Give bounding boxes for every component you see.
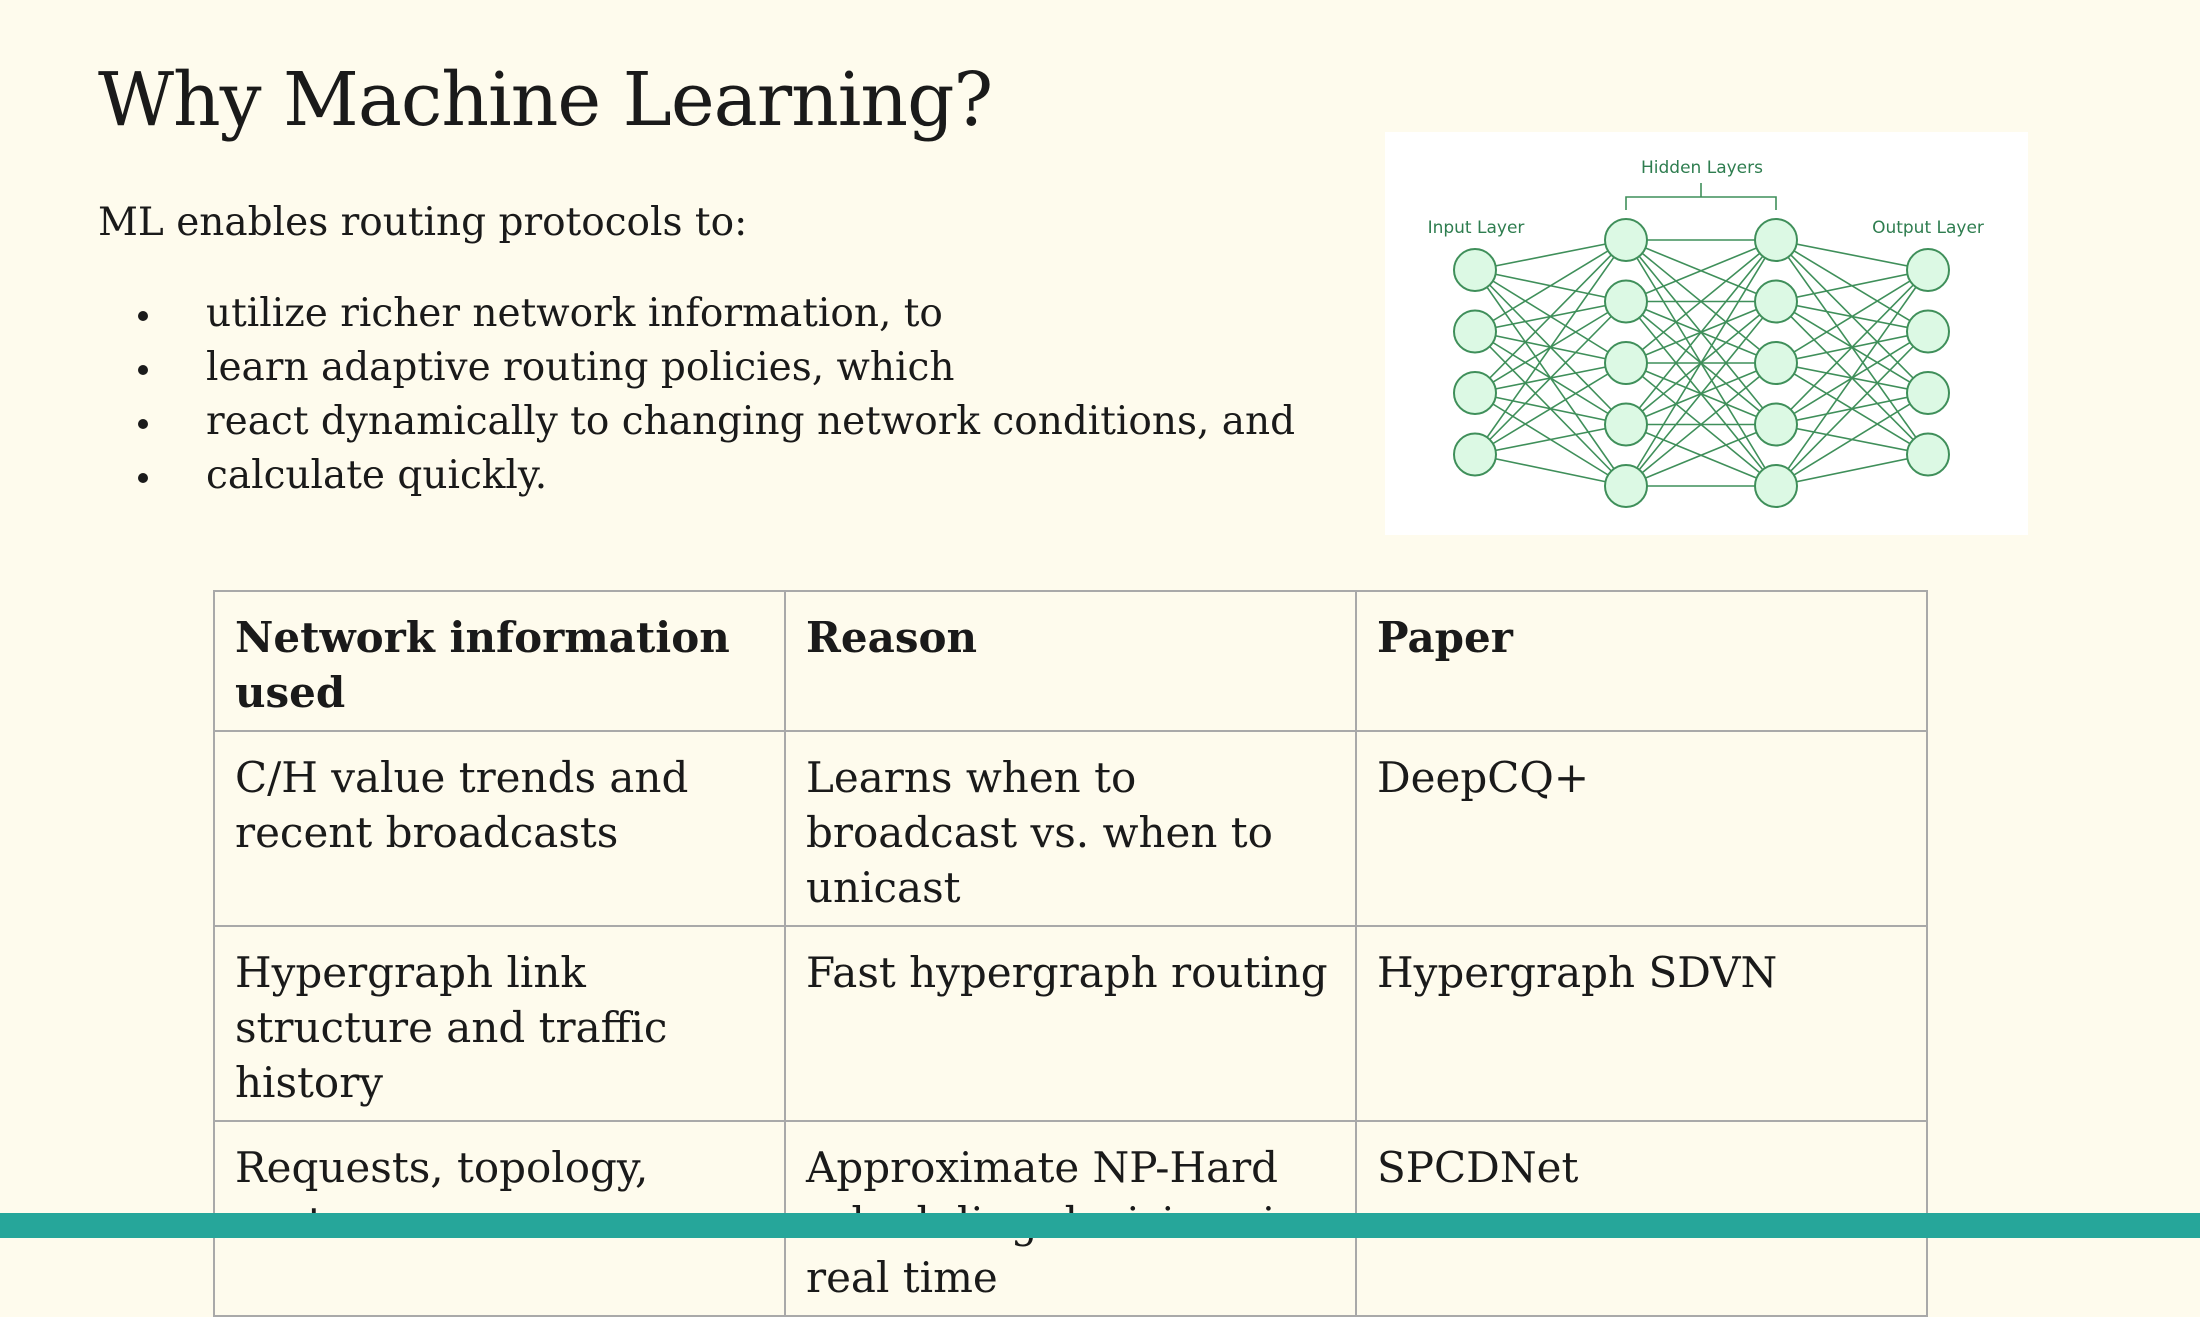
- table-cell: Approximate NP-Hard real time: [785, 1121, 1356, 1316]
- bottom-accent-bar: [0, 1213, 2200, 1238]
- nn-node: [1454, 372, 1496, 414]
- nn-node: [1605, 404, 1647, 446]
- nn-node: [1605, 342, 1647, 384]
- nn-node: [1454, 249, 1496, 291]
- input-layer-label: Input Layer: [1427, 218, 1525, 238]
- nn-edge: [1776, 270, 1928, 425]
- nn-node: [1907, 434, 1949, 476]
- nn-node: [1605, 219, 1647, 261]
- nn-node: [1755, 404, 1797, 446]
- table-cell: Hypergraph link structure and traffic history: [214, 926, 785, 1121]
- nn-node: [1454, 434, 1496, 476]
- nn-node: [1605, 281, 1647, 323]
- nn-edge: [1475, 302, 1626, 455]
- nn-edge: [1475, 240, 1626, 455]
- bullet-item: [98, 341, 1295, 395]
- nn-edge: [1475, 240, 1626, 332]
- info-table: [213, 590, 1928, 1317]
- table-header-row: [214, 591, 1927, 731]
- bullet-list: [98, 287, 1295, 503]
- slide-title: Why Machine Learning?: [98, 57, 993, 143]
- nn-node: [1755, 465, 1797, 507]
- nn-edge: [1475, 240, 1626, 270]
- nn-edge: [1776, 270, 1928, 486]
- table-cell: Hypergraph SDVN: [1356, 926, 1927, 1121]
- table-row: [214, 731, 1927, 926]
- header-paper: Paper: [1356, 591, 1927, 731]
- nn-edge: [1776, 455, 1928, 487]
- table-cell: Requests, topology,: [214, 1121, 785, 1316]
- header-network-info: Network information used: [214, 591, 785, 731]
- bullet-item: [98, 395, 1295, 449]
- nn-node: [1454, 311, 1496, 353]
- output-layer-label: Output Layer: [1872, 218, 1984, 238]
- nn-node: [1907, 249, 1949, 291]
- nn-edge: [1776, 332, 1928, 487]
- table-cell: Learns when to broadcast vs. when to unicast: [785, 731, 1356, 926]
- bullet-dot-icon: [138, 311, 148, 321]
- nn-edge: [1776, 270, 1928, 302]
- nn-edge: [1776, 240, 1928, 270]
- bullet-text: learn adaptive routing policies, which: [206, 345, 955, 390]
- bullet-text: calculate quickly.: [206, 453, 548, 498]
- table-cell: SPCDNet: [1356, 1121, 1927, 1316]
- bullet-dot-icon: [138, 365, 148, 375]
- nn-edge: [1475, 240, 1626, 393]
- nn-node: [1755, 219, 1797, 261]
- hidden-layers-label: Hidden Layers: [1641, 158, 1763, 178]
- nn-edge: [1475, 455, 1626, 487]
- table-row: [214, 926, 1927, 1121]
- bullet-text: utilize richer network information, to: [206, 291, 943, 336]
- neural-network-diagram: [1385, 132, 2028, 535]
- bullet-dot-icon: [138, 419, 148, 429]
- bullet-item: [98, 287, 1295, 341]
- hidden-layers-bracket: [1626, 183, 1776, 210]
- nn-edge: [1776, 270, 1928, 363]
- nn-node: [1907, 372, 1949, 414]
- nn-edges: [1475, 240, 1928, 486]
- neural-network-svg: [1385, 132, 2028, 535]
- nn-node: [1605, 465, 1647, 507]
- table-cell: Fast hypergraph routing: [785, 926, 1356, 1121]
- bullet-text: react dynamically to changing network conditions, and: [206, 399, 1296, 444]
- bullet-dot-icon: [138, 473, 148, 483]
- nn-edge: [1776, 393, 1928, 486]
- nn-node: [1755, 342, 1797, 384]
- intro-text: ML enables routing protocols to:: [98, 200, 748, 245]
- nn-node: [1755, 281, 1797, 323]
- bullet-item: [98, 449, 1295, 503]
- header-reason: Reason: [785, 591, 1356, 731]
- nn-edge: [1475, 425, 1626, 455]
- nn-node: [1907, 311, 1949, 353]
- table-cell: C/H value trends and recent broadcasts: [214, 731, 785, 926]
- table-cell: DeepCQ+: [1356, 731, 1927, 926]
